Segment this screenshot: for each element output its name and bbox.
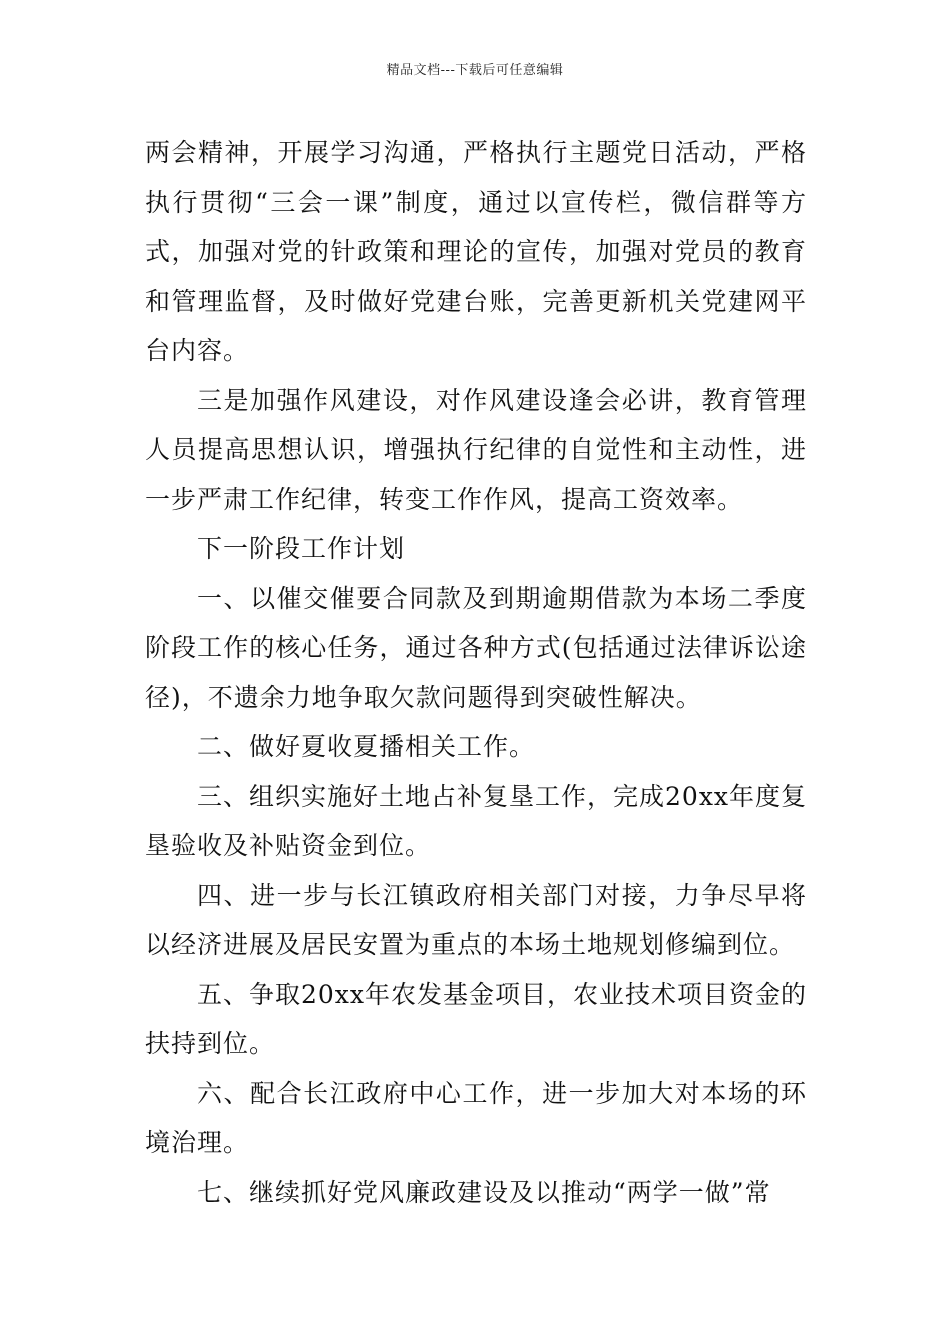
list-item: 四、进一步与长江镇政府相关部门对接，力争尽早将以经济进展及居民安置为重点的本场土地规划修编到位。: [145, 880, 807, 959]
document-body: [145, 128, 807, 1217]
list-item: 五、争取20xx年农发基金项目，农业技术项目资金的扶持到位。: [145, 979, 808, 1058]
list-item: 六、配合长江政府中心工作，进一步加大对本场的环境治理。: [145, 1078, 807, 1157]
list-item: 七、继续抓好党风廉政建设及以推动“两学一做”常: [197, 1177, 771, 1207]
list-item: 三、组织实施好土地占补复垦工作，完成20xx年度复垦验收及补贴资金到位。: [145, 781, 808, 860]
paragraph: 三是加强作风建设，对作风建设逢会必讲，教育管理人员提高思想认识，增强执行纪律的自觉性和主动性，进一步严肃工作纪律，转变工作作风，提高工资效率。: [145, 385, 807, 514]
section-heading: 下一阶段工作计划: [197, 534, 406, 563]
page-header: 精品文档---下载后可任意编辑: [386, 63, 564, 78]
list-item: 二、做好夏收夏播相关工作。: [197, 732, 536, 761]
list-item: 一、以催交催要合同款及到期逾期借款为本场二季度阶段工作的核心任务，通过各种方式(包括通过法律诉讼途径)，不遗余力地争取欠款问题得到突破性解决。: [145, 583, 807, 712]
paragraph: 两会精神，开展学习沟通，严格执行主题党日活动，严格执行贯彻“三会一课”制度，通过以宣传栏，微信群等方式，加强对党的针政策和理论的宣传，加强对党员的教育和管理监督，及时做好党建台账，完善更新机关党建网平台内容。: [145, 138, 807, 365]
